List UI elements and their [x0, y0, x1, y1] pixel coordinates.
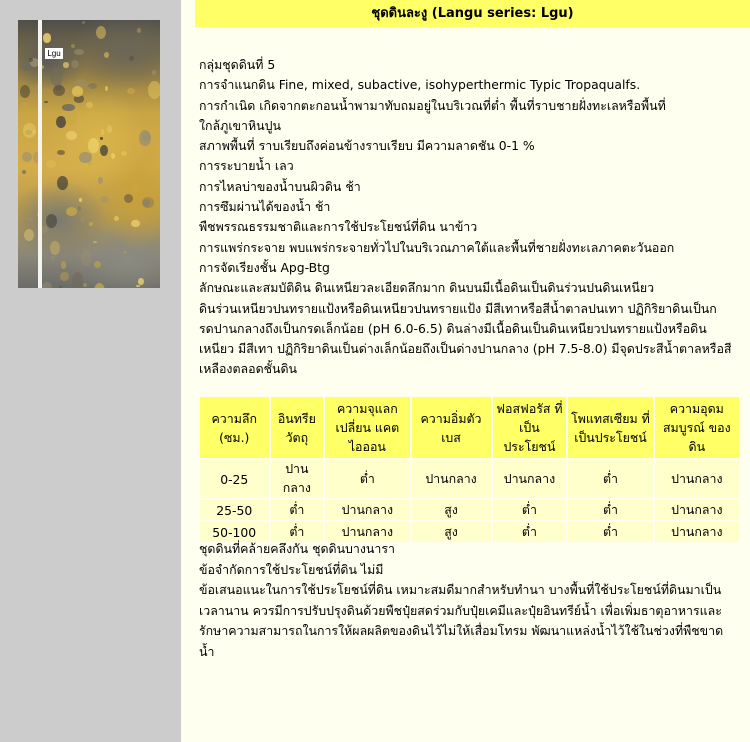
table-cell: ต่ำ	[325, 460, 409, 498]
soil-texture-speck	[66, 207, 77, 216]
soil-texture-speck	[139, 130, 151, 146]
table-cell: ปานกลาง	[655, 460, 739, 498]
description-line: สภาพพื้นที่ ราบเรียบถึงค่อนข้างราบเรียบ มีความลาดชัน 0-1 %	[199, 138, 535, 154]
soil-properties-table	[198, 395, 741, 544]
table-header: ความจุแลก เปลี่ยน แคตไอออน	[325, 397, 409, 458]
soil-texture-speck	[72, 272, 84, 288]
soil-texture-speck	[88, 162, 92, 165]
soil-texture-speck	[26, 217, 32, 221]
soil-texture-speck	[105, 86, 108, 91]
table-header: อินทรีย วัตถุ	[271, 397, 324, 458]
table-cell: ปานกลาง	[655, 522, 739, 542]
soil-texture-speck	[96, 26, 106, 39]
soil-texture-speck	[59, 286, 62, 288]
description-line: การจัดเรียงชั้น Apg-Btg	[199, 259, 330, 275]
soil-texture-speck	[57, 150, 65, 155]
table-header: ความลึก (ซม.)	[200, 397, 269, 458]
soil-texture-speck	[78, 206, 81, 210]
description-line: การไหลบ่าของน้ำบนผิวดิน ช้า	[199, 178, 361, 194]
soil-texture-speck	[131, 220, 140, 228]
recommendation-line: น้ำ	[199, 643, 215, 659]
table-cell: ต่ำ	[568, 500, 652, 520]
soil-texture-speck	[20, 85, 30, 98]
soil-texture-speck	[137, 28, 141, 34]
table-cell: ต่ำ	[568, 522, 652, 542]
table-cell: ปานกลาง	[271, 460, 324, 498]
soil-texture-speck	[88, 138, 99, 153]
soil-texture-speck	[21, 102, 30, 115]
soil-texture-speck	[65, 109, 78, 124]
recommendation-line: รักษาความสามารถในการให้ผลผลิตของดินไว้ไม่ให้เสื่อมโทรม พัฒนาแหล่งน้ำไว้ใช้ในช่วงที่พืชขาด	[199, 623, 724, 639]
soil-texture-speck	[107, 125, 112, 132]
soil-texture-speck	[152, 70, 156, 74]
soil-texture-speck	[124, 194, 133, 203]
soil-texture-speck	[127, 88, 135, 95]
soil-texture-speck	[104, 52, 109, 58]
table-row	[200, 500, 739, 520]
soil-texture-speck	[129, 56, 134, 61]
description-line: ลักษณะและสมบัติดิน ดินเหนียวละเอียดลึกมาก ดินบนมีเนื้อดินเป็นดินร่วนปนดินเหนียว	[199, 280, 655, 296]
soil-texture-speck	[114, 216, 119, 221]
content-panel	[181, 0, 750, 742]
soil-texture-speck	[121, 151, 127, 156]
soil-texture-speck	[71, 60, 79, 68]
soil-texture-speck	[60, 272, 69, 281]
soil-texture-speck	[50, 67, 63, 86]
soil-texture-speck	[89, 222, 93, 226]
soil-texture-speck	[79, 198, 83, 202]
recommendation-line: เวลานาน ควรมีการปรับปรุงดินด้วยพืชปุ๋ยสดร่วมกับปุ๋ยเคมีและปุ๋ยอินทรีย์น้ำ เพื่อเพิ่มธาตุอาหารและ	[199, 602, 722, 618]
description-line: ใกล้ภูเขาหินปูน	[199, 117, 281, 133]
soil-texture-speck	[101, 129, 105, 135]
table-cell: ต่ำ	[271, 500, 324, 520]
description-line: การแพร่กระจาย พบแพร่กระจายทั่วไปในบริเวณภาคใต้และพื้นที่ชายฝั่งทะเลภาคตะวันออก	[199, 239, 675, 255]
description-line: รดปานกลางถึงเป็นกรดเล็กน้อย (pH 6.0-6.5) ดินล่างมีเนื้อดินเป็นดินเหนียวปนทรายแป้งหรือดิน	[199, 320, 707, 336]
table-header: โพแทสเซียม ที่เป็นประโยชน์	[568, 397, 652, 458]
soil-texture-speck	[74, 49, 83, 55]
tape-label: Lgu	[45, 48, 63, 59]
soil-texture-speck	[57, 176, 68, 190]
soil-texture-speck	[42, 282, 52, 288]
table-cell: ต่ำ	[568, 460, 652, 498]
description-line: การระบายน้ำ เลว	[199, 158, 294, 174]
soil-texture-speck	[46, 160, 56, 168]
soil-texture-speck	[81, 250, 92, 266]
soil-texture-speck	[43, 33, 52, 42]
table-header: ความอุดม สมบูรณ์ ของดิน	[655, 397, 739, 458]
table-cell: สูง	[412, 522, 491, 542]
soil-texture-speck	[94, 261, 101, 268]
soil-texture-speck	[154, 168, 160, 173]
description-line: การกำเนิด เกิดจากตะกอนน้ำพามาทับถมอยู่ในบริเวณที่ต่ำ พื้นที่ราบชายฝั่งทะเลหรือพื้นที่	[199, 97, 666, 113]
table-header: ความอิ่มตัว เบส	[412, 397, 491, 458]
soil-texture-speck	[24, 229, 34, 241]
soil-texture-speck	[100, 145, 108, 156]
soil-texture-speck	[100, 196, 109, 203]
table-header: ฟอสฟอรัส ที่เป็น ประโยชน์	[493, 397, 567, 458]
table-cell: ต่ำ	[271, 522, 324, 542]
soil-texture-speck	[94, 283, 105, 288]
soil-texture-speck	[61, 261, 66, 268]
soil-recommendations	[199, 539, 739, 663]
soil-texture-speck	[83, 283, 87, 286]
description-line: การซึมผ่านได้ของน้ำ ช้า	[199, 199, 331, 215]
soil-texture-speck	[98, 177, 103, 184]
table-cell: ปานกลาง	[493, 460, 567, 498]
recommendation-line: ข้อเสนอแนะในการใช้ประโยชน์ที่ดิน เหมาะสมดีมากสำหรับทำนา บางพื้นที่ใช้ประโยชน์ที่ดินมาเป็น	[199, 582, 722, 598]
measuring-tape	[38, 20, 42, 288]
soil-texture-speck	[32, 130, 36, 134]
soil-texture-speck	[111, 153, 115, 159]
description-line: กลุ่มชุดดินที่ 5	[199, 57, 276, 72]
page-title: ชุดดินละงู (Langu series: Lgu)	[195, 0, 750, 27]
table-cell: สูง	[412, 500, 491, 520]
table-cell: 25-50	[200, 500, 269, 520]
soil-texture-speck	[63, 62, 69, 67]
soil-texture-speck	[93, 241, 97, 243]
soil-texture-speck	[72, 86, 83, 96]
table-cell: ต่ำ	[493, 522, 567, 542]
soil-texture-speck	[71, 44, 75, 48]
soil-description	[199, 55, 739, 380]
table-cell: 50-100	[200, 522, 269, 542]
soil-texture-speck	[148, 81, 160, 99]
soil-texture-speck	[100, 137, 103, 140]
soil-texture-speck	[132, 183, 138, 193]
soil-texture-speck	[44, 101, 48, 104]
description-line: เหนียว มีสีเทา ปฏิกิริยาดินเป็นด่างเล็กน้อยถึงเป็นด่างปานกลาง (pH 7.5-8.0) มีจุดประสีน้ำตาลหรือสี	[199, 341, 732, 357]
soil-texture-speck	[22, 152, 32, 161]
recommendation-line: ชุดดินที่คล้ายคลึงกัน ชุดดินบางนารา	[199, 541, 395, 556]
table-cell: ปานกลาง	[655, 500, 739, 520]
soil-texture-speck	[62, 104, 74, 112]
description-line: การจำแนกดิน Fine, mixed, subactive, isohyperthermic Typic Tropaqualfs.	[199, 77, 641, 93]
soil-profile-photo	[18, 20, 160, 288]
soil-texture-speck	[142, 197, 154, 208]
soil-texture-speck	[53, 85, 65, 96]
soil-texture-speck	[123, 251, 127, 254]
soil-texture-speck	[136, 285, 141, 288]
recommendation-line: ข้อจำกัดการใช้ประโยชน์ที่ดิน ไม่มี	[199, 561, 384, 577]
table-row	[200, 460, 739, 498]
table-header-row	[200, 397, 739, 458]
soil-texture-speck	[66, 131, 77, 140]
description-line: พืชพรรณธรรมชาติและการใช้ประโยชน์ที่ดิน นาข้าว	[199, 219, 478, 235]
description-line: เหลืองตลอดชั้นดิน	[199, 361, 298, 377]
description-line: ดินร่วนเหนียวปนทรายแป้งหรือดินเหนียวปนทรายแป้ง มีสีเทาหรือสีน้ำตาลปนเทา ปฏิกิริยาดินเป็นก	[199, 300, 717, 316]
soil-texture-speck	[86, 87, 90, 90]
table-cell: ปานกลาง	[325, 522, 409, 542]
left-sidebar	[0, 0, 181, 742]
soil-texture-speck	[82, 21, 85, 24]
table-cell: ปานกลาง	[412, 460, 491, 498]
soil-texture-speck	[22, 170, 26, 174]
soil-texture-speck	[50, 241, 60, 255]
soil-texture-speck	[86, 102, 94, 108]
table-cell: ปานกลาง	[325, 500, 409, 520]
soil-texture-speck	[46, 214, 57, 228]
soil-texture-speck	[51, 255, 55, 261]
table-cell: 0-25	[200, 460, 269, 498]
soil-texture-speck	[81, 217, 84, 221]
table-cell: ต่ำ	[493, 500, 567, 520]
